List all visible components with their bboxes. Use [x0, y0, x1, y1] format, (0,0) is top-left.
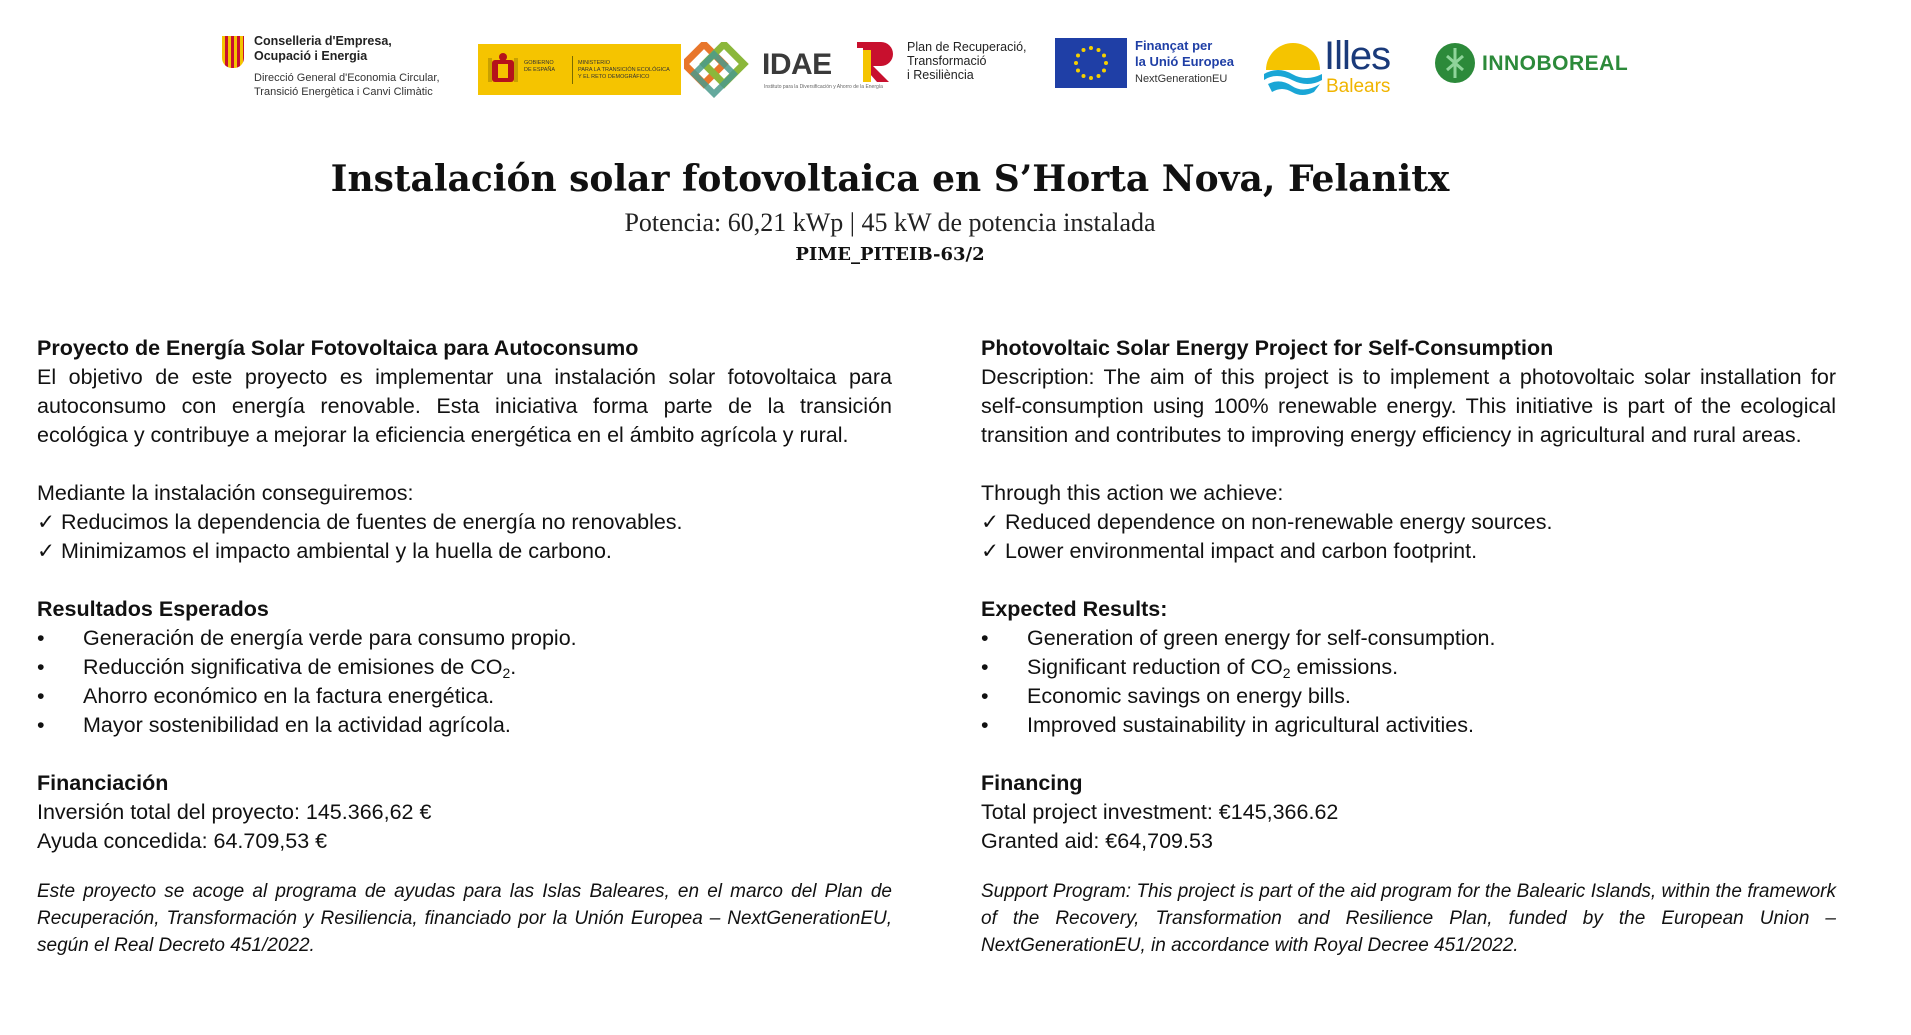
balearic-shield-icon [222, 36, 244, 68]
achievements-intro: Through this action we achieve: [981, 481, 1284, 505]
result-item: • Economic savings on energy bills. [981, 682, 1836, 711]
result-item: • Significant reduction of $CO_2$ emissions. [981, 655, 1399, 682]
eu-flag-icon [1055, 38, 1127, 88]
project-code: PIME_PITEIB-63/2 [795, 244, 985, 265]
result-item: • Generación de energía verde para consumo propio. [37, 624, 892, 653]
illes-balears-logo [1262, 36, 1412, 102]
logo-bar [0, 0, 1911, 120]
achievement-item: ✓ Reducimos la dependencia de fuentes de energía no renovables. [37, 510, 683, 534]
conselleria-name: Conselleria d'Empresa, Ocupació i Energia [254, 34, 392, 63]
result-item: • Generation of green energy for self-consumption. [981, 624, 1836, 653]
gobierno-espana-logo [478, 44, 681, 95]
program-note: Support Program: This project is part of the aid program for the Balearic Islands, within the framework of the Recovery, Transformation and Resilience Plan, funded by the European Union – NextGenerationEU, in accordance with Royal Decree 451/2022. [981, 881, 1836, 956]
page-subtitle: Potencia: 60,21 kWp | 45 kW de potencia instalada [624, 208, 1156, 237]
idae-subtext: Instituto para la Diversificación y Ahorro de la Energía [764, 84, 883, 90]
result-item: • Ahorro económico en la factura energética. [37, 682, 892, 711]
recovery-r-icon [855, 38, 901, 84]
bullet-icon: • [981, 713, 989, 737]
total-investment: Inversión total del proyecto: 145.366,62 € [37, 800, 432, 824]
illes-text: Illes [1324, 34, 1391, 78]
achievement-item: ✓ Lower environmental impact and carbon footprint. [981, 539, 1478, 563]
conselleria-logo [222, 34, 472, 106]
bullet-icon: • [37, 626, 45, 650]
bullet-icon: • [981, 655, 989, 679]
idae-knot-icon [684, 42, 758, 98]
result-item: • Mayor sostenibilidad en la actividad agrícola. [37, 711, 892, 740]
results-heading: Resultados Esperados [37, 597, 269, 621]
innoboreal-logo [1432, 40, 1632, 88]
idae-text: IDAE [762, 48, 832, 81]
granted-aid: Ayuda concedida: 64.709,53 € [37, 829, 328, 853]
balears-text: Balears [1326, 76, 1391, 97]
gobierno-separator [572, 56, 573, 84]
bullet-icon: • [37, 684, 45, 708]
spanish-column [37, 334, 892, 959]
page-title: Instalación solar fotovoltaica en S’Horta Nova, Felanitx [330, 158, 1450, 200]
ministerio-text: MINISTERIO PARA LA TRANSICIÓN ECOLÓGICA Y EL RETO DEMOGRÁFICO [578, 60, 670, 80]
english-column [981, 334, 1836, 959]
achievements-intro: Mediante la instalación conseguiremos: [37, 481, 414, 505]
eu-funded-text: Finançat per la Unió Europea [1135, 38, 1234, 69]
innoboreal-leaf-icon [1432, 40, 1478, 86]
project-heading: Proyecto de Energía Solar Fotovoltaica para Autoconsumo [37, 336, 639, 360]
project-heading: Photovoltaic Solar Energy Project for Self-Consumption [981, 336, 1554, 360]
financing-heading: Financiación [37, 771, 169, 795]
bullet-icon: • [37, 713, 45, 737]
spain-crest-icon [486, 52, 520, 88]
sun-sea-icon [1262, 36, 1324, 98]
bullet-icon: • [37, 655, 45, 679]
innoboreal-text: INNOBOREAL [1482, 52, 1629, 75]
achievement-item: ✓ Minimizamos el impacto ambiental y la huella de carbono. [37, 539, 612, 563]
nextgeneu-text: NextGenerationEU [1135, 73, 1228, 85]
program-note: Este proyecto se acoge al programa de ayudas para las Islas Baleares, en el marco del Plan de Recuperación, Transformación y Resiliencia, financiado por la Unión Europea – NextGenerationEU, según el Real Decreto 451/2022. [37, 881, 892, 956]
recovery-text: Plan de Recuperació, Transformació i Resiliència [907, 40, 1027, 82]
conselleria-direction: Direcció General d'Economia Circular, Transició Energètica i Canvi Climàtic [254, 72, 440, 98]
eu-funding-logo [1055, 38, 1255, 88]
gobierno-text: GOBIERNO DE ESPAÑA [524, 60, 556, 73]
recovery-plan-logo [855, 38, 1045, 88]
results-heading: Expected Results: [981, 597, 1168, 621]
total-investment: Total project investment: €145,366.62 [981, 800, 1339, 824]
bullet-icon: • [981, 626, 989, 650]
project-description: El objetivo de este proyecto es implementar una instalación solar fotovoltaica para autoconsumo con energía renovable. Esta iniciativa forma parte de la transición ecológica y contribuye a mejorar la eficiencia energética en el ámbito agrícola y rural. [37, 365, 892, 447]
bullet-icon: • [981, 684, 989, 708]
result-item: • Reducción significativa de emisiones de $CO_2$. [37, 655, 517, 682]
achievement-item: ✓ Reduced dependence on non-renewable energy sources. [981, 510, 1553, 534]
result-item: • Improved sustainability in agricultural activities. [981, 711, 1836, 740]
idae-logo [684, 42, 883, 98]
granted-aid: Granted aid: €64,709.53 [981, 829, 1213, 853]
project-description: Description: The aim of this project is to implement a photovoltaic solar installation for self-consumption using 100% renewable energy. This initiative is part of the ecological transition and contributes to improving energy efficiency in agricultural and rural areas. [981, 365, 1836, 447]
financing-heading: Financing [981, 771, 1083, 795]
